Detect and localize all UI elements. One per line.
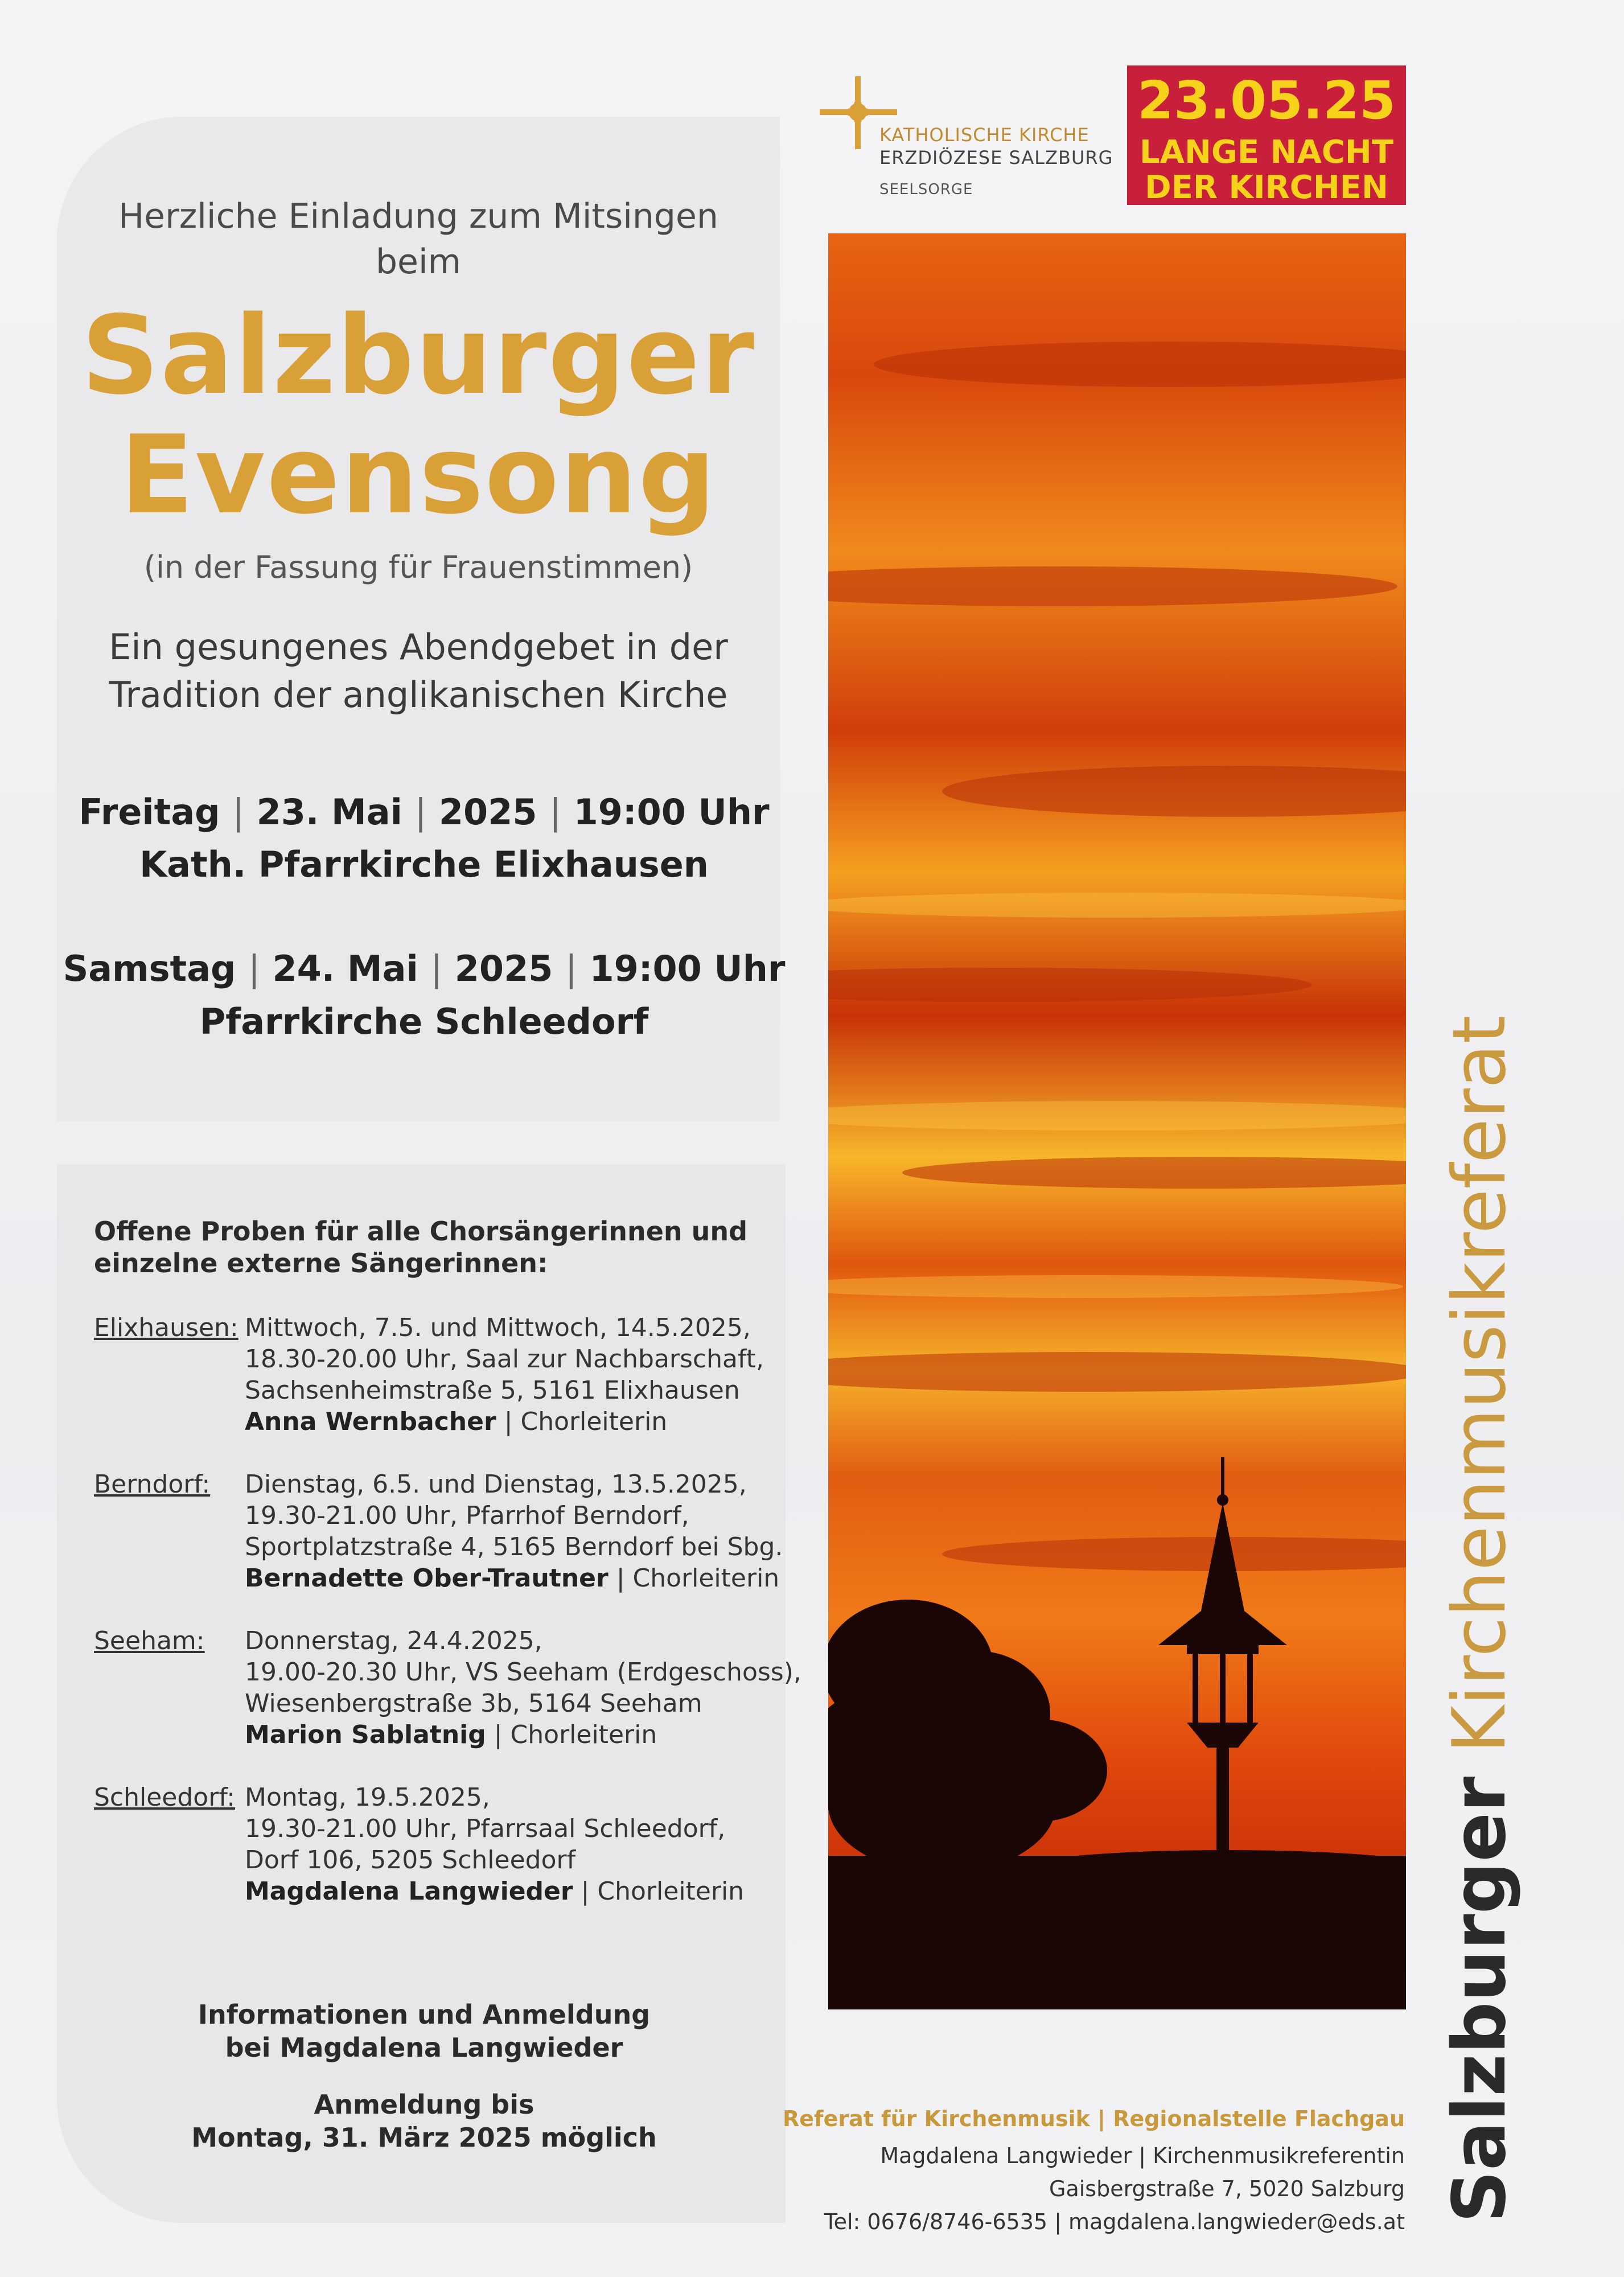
badge-date: 23.05.25 <box>1137 70 1396 131</box>
separator: | <box>232 791 245 833</box>
rehearsal-place: Berndorf: <box>94 1470 211 1499</box>
rehearsal-dates: Dienstag, 6.5. und Dienstag, 13.5.2025, <box>245 1470 747 1499</box>
event-time: 19:00 Uhr <box>573 791 770 833</box>
footer-phone-email: Tel: 0676/8746-6535 | magdalena.langwieder@eds.at <box>824 2209 1405 2234</box>
badge-line: DER KIRCHEN <box>1145 169 1388 206</box>
event-time: 19:00 Uhr <box>589 948 786 989</box>
vertical-title-part: Salzburger <box>1437 1776 1522 2223</box>
rehearsal-dates: Mittwoch, 7.5. und Mittwoch, 14.5.2025, <box>245 1313 751 1342</box>
info-line: Informationen und Anmeldung <box>198 1999 651 2030</box>
logo-line: ERZDIÖZESE SALZBURG <box>879 147 1113 168</box>
event-1-datetime <box>57 791 791 833</box>
leader-role: Chorleiterin <box>632 1564 780 1593</box>
rehearsal-leader <box>245 1719 801 1750</box>
rehearsal-leader <box>245 1406 764 1437</box>
registration-deadline <box>57 2088 791 2154</box>
leader-name: Marion Sablatnig <box>245 1720 486 1749</box>
separator: | <box>414 791 427 833</box>
description-line: Tradition der anglikanischen Kirche <box>109 674 728 716</box>
rehearsal-address: Sportplatzstraße 4, 5165 Berndorf bei Sbg. <box>245 1532 783 1561</box>
title-line: Evensong <box>120 412 717 538</box>
rehearsal-address: Sachsenheimstraße 5, 5161 Elixhausen <box>245 1376 740 1405</box>
info-line: Montag, 31. März 2025 möglich <box>191 2122 657 2153</box>
heading-line: Offene Proben für alle Chorsängerinnen und <box>94 1216 748 1247</box>
rehearsal-place: Seeham: <box>94 1626 205 1655</box>
sunset-image <box>828 233 1406 2009</box>
event-2-venue: Pfarrkirche Schleedorf <box>199 1001 649 1042</box>
invitation-line: Herzliche Einladung zum Mitsingen <box>118 196 718 236</box>
rehearsal-leader <box>245 1563 783 1594</box>
event-day: Freitag <box>79 791 220 833</box>
leader-role: Chorleiterin <box>520 1407 668 1436</box>
info-line: bei Magdalena Langwieder <box>225 2032 623 2063</box>
rehearsal-time-location: 19.00-20.30 Uhr, VS Seeham (Erdgeschoss), <box>245 1658 801 1687</box>
leader-name: Magdalena Langwieder <box>245 1877 573 1906</box>
rehearsal-heading <box>94 1215 749 1279</box>
rehearsal-place: Elixhausen: <box>94 1313 239 1342</box>
separator: | <box>430 948 443 989</box>
invitation-text <box>57 194 780 285</box>
logo-line: KATHOLISCHE KIRCHE <box>879 124 1089 146</box>
footer-address: Gaisbergstraße 7, 5020 Salzburg <box>1049 2176 1405 2201</box>
separator: | <box>248 948 260 989</box>
poster-title <box>57 293 780 538</box>
separator: | <box>565 948 577 989</box>
vertical-title-part: Kirchenmusikreferat <box>1437 1015 1522 1753</box>
leader-name: Anna Wernbacher <box>245 1407 496 1436</box>
church-logo <box>820 74 1116 205</box>
rehearsal-address: Dorf 106, 5205 Schleedorf <box>245 1846 576 1875</box>
title-line: Salzburger <box>81 293 756 418</box>
separator: | <box>581 1877 590 1906</box>
rehearsal-address: Wiesenbergstraße 3b, 5164 Seeham <box>245 1689 702 1718</box>
event-description <box>57 623 780 719</box>
vertical-title <box>1423 948 1537 2223</box>
event-year: 2025 <box>438 791 537 833</box>
heading-line: einzelne externe Sängerinnen: <box>94 1248 548 1279</box>
footer-contact-name: Magdalena Langwieder | Kirchenmusikreferentin <box>880 2143 1405 2168</box>
leader-name: Bernadette Ober-Trautner <box>245 1564 609 1593</box>
rehearsal-place: Schleedorf: <box>94 1783 236 1812</box>
separator: | <box>504 1407 513 1436</box>
badge-line: LANGE NACHT <box>1140 134 1393 171</box>
event-1-venue: Kath. Pfarrkirche Elixhausen <box>139 844 709 885</box>
logo-line: SEELSORGE <box>879 181 973 198</box>
rehearsal-dates: Donnerstag, 24.4.2025, <box>245 1626 542 1655</box>
event-year: 2025 <box>454 948 553 989</box>
event-badge <box>1127 65 1406 205</box>
separator: | <box>616 1564 625 1593</box>
rehearsal-time-location: 19.30-21.00 Uhr, Pfarrsaal Schleedorf, <box>245 1814 726 1843</box>
separator: | <box>549 791 561 833</box>
poster-subtitle: (in der Fassung für Frauenstimmen) <box>143 549 693 585</box>
event-2-datetime <box>57 948 791 989</box>
leader-role: Chorleiterin <box>510 1720 657 1749</box>
event-date: 24. Mai <box>272 948 418 989</box>
rehearsal-time-location: 19.30-21.00 Uhr, Pfarrhof Berndorf, <box>245 1501 689 1530</box>
rehearsal-time-location: 18.30-20.00 Uhr, Saal zur Nachbarschaft, <box>245 1345 764 1374</box>
registration-info <box>57 1998 791 2064</box>
footer-department: Referat für Kirchenmusik | Regionalstelle Flachgau <box>783 2106 1405 2131</box>
rehearsal-dates: Montag, 19.5.2025, <box>245 1783 490 1812</box>
event-day: Samstag <box>63 948 236 989</box>
description-line: Ein gesungenes Abendgebet in der <box>109 626 728 668</box>
info-line: Anmeldung bis <box>314 2089 535 2120</box>
event-date: 23. Mai <box>256 791 402 833</box>
rehearsal-leader <box>245 1876 744 1907</box>
separator: | <box>494 1720 503 1749</box>
leader-role: Chorleiterin <box>597 1877 745 1906</box>
invitation-line: beim <box>375 242 462 282</box>
